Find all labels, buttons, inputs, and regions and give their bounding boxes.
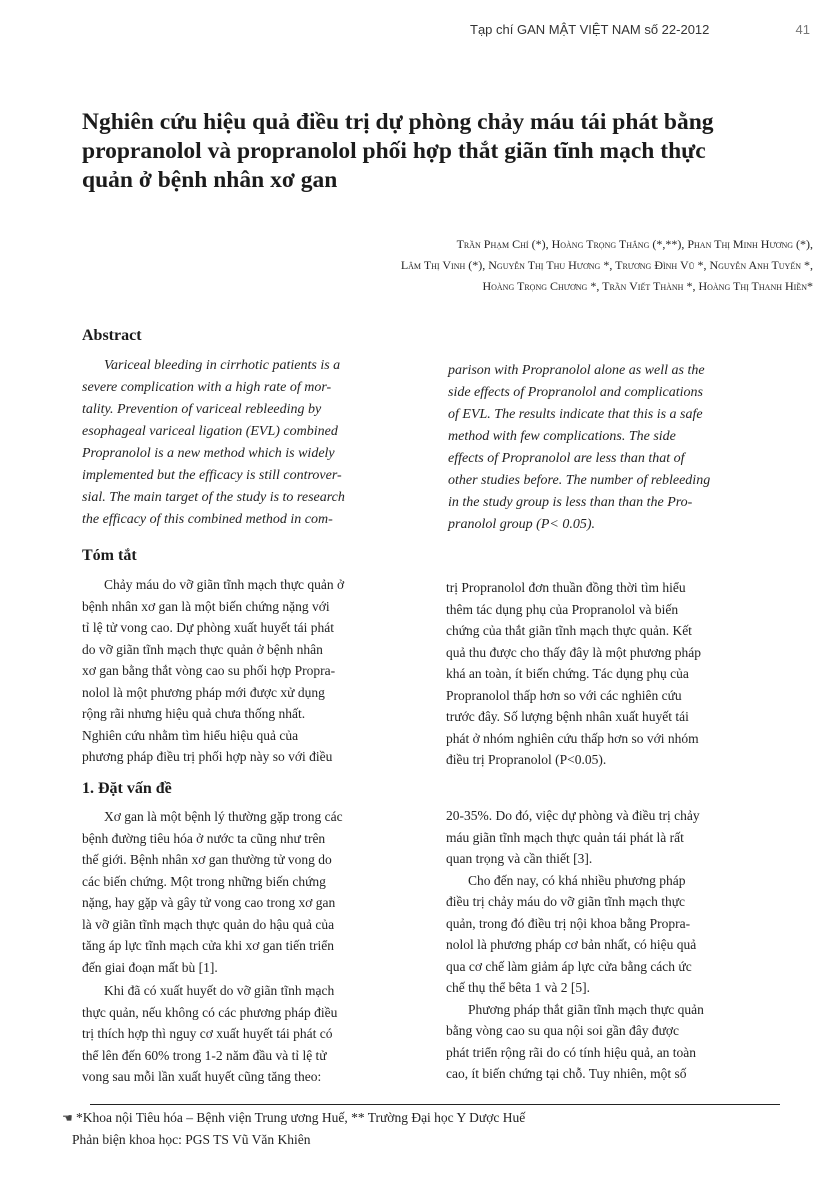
affiliation-text: *Khoa nội Tiêu hóa – Bệnh viện Trung ương Huế, ** Trường Đại học Y Dược Huế	[76, 1110, 526, 1125]
tomtat-line: nolol là một phương pháp mới được xử dụng	[82, 684, 325, 700]
intro-line: thế giới. Bệnh nhân xơ gan thường tử vong do	[82, 852, 332, 867]
intro-line: đến giai đoạn mất bù [1].	[82, 959, 218, 975]
footnote-affiliation	[62, 1110, 525, 1126]
author-list	[113, 234, 813, 297]
author-line: Hoàng Trọng Chương *, Trần Viết Thành *, Hoàng Thị Thanh Hiền*	[482, 279, 813, 293]
intro-line: vong sau mỗi lần xuất huyết cũng tăng theo:	[82, 1069, 322, 1084]
page-number: 41	[795, 22, 810, 37]
article-title	[82, 108, 782, 195]
abstract-line: esophageal variceal ligation (EVL) combined	[82, 424, 338, 439]
abstract-line: other studies before. The number of rebleeding	[448, 473, 711, 488]
tomtat-line: do vỡ giãn tĩnh mạch thực quản ở bệnh nhân	[82, 641, 323, 657]
footnote-reviewer: Phản biện khoa học: PGS TS Vũ Văn Khiên	[72, 1132, 311, 1147]
intro-line: chế thụ thể bêta 1 và 2 [5].	[446, 980, 590, 995]
footnote-divider	[90, 1104, 780, 1105]
abstract-line: side effects of Propranolol and complications	[448, 385, 703, 400]
tomtat-right-column	[446, 577, 779, 771]
abstract-line: implemented but the efficacy is still controver-	[82, 468, 342, 483]
tomtat-line: Chảy máu do vỡ giãn tĩnh mạch thực quản ở	[104, 577, 345, 592]
intro-line: thể lên đến 60% trong 1-2 năm đầu và tỉ lệ tử	[82, 1047, 327, 1063]
abstract-left-column	[82, 355, 422, 531]
intro-line: Phương pháp thắt giãn tĩnh mạch thực quản	[468, 1001, 704, 1017]
intro-line: các biến chứng. Một trong những biến chứng	[82, 873, 326, 889]
tomtat-line: xơ gan bằng thắt vòng cao su phối hợp Propra-	[82, 663, 336, 678]
intro-left-column	[82, 806, 422, 1088]
tomtat-line: Propranolol thấp hơn so với các nghiên cứu	[446, 687, 682, 703]
intro-line: máu giãn tĩnh mạch thực quản tái phát là rất	[446, 829, 684, 845]
tomtat-line: bệnh nhân xơ gan là một biến chứng nặng với	[82, 598, 330, 614]
tomtat-line: Nghiên cứu nhằm tìm hiểu hiệu quả của	[82, 727, 299, 743]
tomtat-line: tỉ lệ tử vong cao. Dự phòng xuất huyết tái phát	[82, 620, 334, 635]
abstract-line: in the study group is less than than the Pro-	[448, 495, 693, 510]
intro-line: nolol là phương pháp cơ bản nhất, có hiệu quả	[446, 937, 697, 952]
author-line: Lâm Thị Vinh (*), Nguyễn Thị Thu Hương *, Trương Đình Vũ *, Nguyễn Anh Tuyến *,	[400, 258, 813, 272]
abstract-line: Variceal bleeding in cirrhotic patients is a	[104, 358, 341, 373]
tomtat-line: khá an toàn, ít biến chứng. Tác dụng phụ của	[446, 666, 689, 681]
pointing-hand-icon: ☚	[62, 1111, 73, 1125]
abstract-line: tality. Prevention of variceal rebleeding by	[82, 402, 322, 417]
intro-line: tăng áp lực tĩnh mạch cửa khi xơ gan tiến triển	[82, 938, 334, 953]
abstract-line: severe complication with a high rate of mor-	[82, 380, 332, 395]
intro-line: qua cơ chế làm giảm áp lực cửa bằng cách ức	[446, 958, 692, 974]
intro-line: trị thích hợp thì nguy cơ xuất huyết tái phát có	[82, 1026, 333, 1041]
intro-line: Khi đã có xuất huyết do vỡ giãn tĩnh mạch	[104, 983, 335, 998]
intro-line: nặng, hay gặp và gây tử vong cao trong xơ gan	[82, 895, 336, 910]
intro-line: quan trọng và cần thiết [3].	[446, 851, 593, 866]
abstract-line: effects of Propranolol are less than that of	[448, 451, 685, 466]
title-line: quản ở bệnh nhân xơ gan	[82, 167, 338, 193]
tomtat-line: rộng rãi nhưng hiệu quả chưa thống nhất.	[82, 706, 306, 721]
abstract-line: method with few complications. The side	[448, 429, 676, 444]
intro-line: bằng vòng cao su qua nội soi gần đây được	[446, 1023, 680, 1038]
title-line: propranolol và propranolol phối hợp thắt giãn tĩnh mạch thực	[82, 138, 706, 164]
abstract-line: sial. The main target of the study is to research	[82, 490, 345, 505]
abstract-line: Propranolol is a new method which is widely	[82, 446, 335, 461]
intro-line: cao, ít biến chứng tại chỗ. Tuy nhiên, một số	[446, 1066, 687, 1081]
tomtat-line: trị Propranolol đơn thuần đồng thời tìm hiểu	[446, 580, 686, 595]
intro-line: bệnh đường tiêu hóa ở nước ta cũng như trên	[82, 830, 326, 846]
tomtat-line: phát ở nhóm nghiên cứu thấp hơn so với nhóm	[446, 730, 699, 746]
intro-line: Cho đến nay, có khá nhiều phương pháp	[468, 872, 686, 888]
intro-line: quản, trong đó điều trị nội khoa bằng Propra-	[446, 915, 691, 931]
intro-line: thực quản, nếu không có các phương pháp điều	[82, 1004, 338, 1020]
intro-line: Xơ gan là một bệnh lý thường gặp trong các	[104, 809, 343, 824]
intro-heading: 1. Đặt vấn đề	[82, 780, 172, 797]
abstract-line: parison with Propranolol alone as well as the	[448, 363, 705, 378]
title-line: Nghiên cứu hiệu quả điều trị dự phòng chảy máu tái phát bằng	[82, 109, 714, 135]
abstract-line: the efficacy of this combined method in com-	[82, 512, 333, 527]
intro-line: điều trị chảy máu do vỡ giãn tĩnh mạch thực	[446, 894, 686, 909]
tomtat-line: phương pháp điều trị phối hợp này so với điều	[82, 749, 333, 764]
abstract-right-column	[448, 360, 778, 536]
abstract-line: of EVL. The results indicate that this is a safe	[448, 407, 703, 422]
intro-line: 20-35%. Do đó, việc dự phòng và điều trị chảy	[446, 808, 700, 823]
abstract-line: pranolol group (P< 0.05).	[448, 517, 595, 532]
journal-name: Tạp chí GAN MẬT VIỆT NAM số 22-2012	[470, 22, 710, 37]
tomtat-line: trước đây. Số lượng bệnh nhân xuất huyết tái	[446, 709, 689, 724]
intro-right-column	[446, 805, 779, 1085]
tomtat-left-column	[82, 574, 427, 768]
tomtat-line: điều trị Propranolol (P<0.05).	[446, 752, 607, 767]
author-line: Trần Phạm Chí (*), Hoàng Trọng Thắng (*,**), Phan Thị Minh Hương (*),	[456, 237, 813, 251]
tomtat-line: thêm tác dụng phụ của Propranolol và biến	[446, 601, 679, 617]
intro-line: là vỡ giãn tĩnh mạch thực quản do hậu quả của	[82, 916, 335, 932]
tomtat-line: quả thu được cho thấy đây là một phương pháp	[446, 644, 701, 660]
tomtat-heading: Tóm tắt	[82, 547, 137, 564]
abstract-heading: Abstract	[82, 327, 142, 344]
tomtat-line: chứng của thắt giãn tĩnh mạch thực quản. Kết	[446, 623, 692, 638]
intro-line: phát triển rộng rãi do có tính hiệu quả, an toàn	[446, 1044, 697, 1060]
